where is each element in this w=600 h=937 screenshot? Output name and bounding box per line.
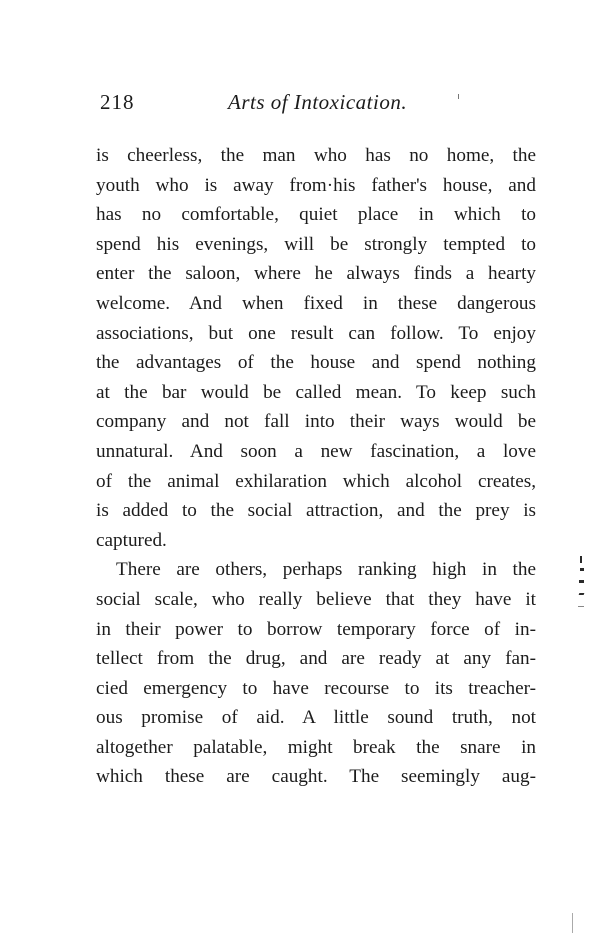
- text-line: associations, but one result can follow. To enjoy: [96, 322, 536, 344]
- text-line: has no comfortable, quiet place in which to: [96, 204, 536, 226]
- scan-mark: [458, 94, 459, 99]
- text-line: at the bar would be called mean. To keep such: [96, 381, 536, 403]
- scan-mark: [579, 593, 585, 595]
- text-line: ous promise of aid. A little sound truth, not: [96, 707, 536, 729]
- text-line: is cheerless, the man who has no home, the: [96, 145, 536, 166]
- text-line: which these are caught. The seemingly aug-: [96, 766, 536, 788]
- text-line: youth who is away from·his father's house, and: [96, 174, 536, 196]
- scan-mark: [580, 568, 584, 571]
- running-title: Arts of Intoxication.: [228, 90, 408, 114]
- text-line: of the animal exhilaration which alcohol creates,: [96, 470, 536, 492]
- text-line: unnatural. And soon a new fascination, a love: [96, 440, 536, 462]
- page-header: [100, 90, 540, 122]
- text-line: social scale, who really believe that they have it: [96, 588, 536, 610]
- text-line: welcome. And when fixed in these dangerous: [96, 292, 536, 314]
- text-line: cied emergency to have recourse to its treacher-: [96, 677, 536, 699]
- text-line: is added to the social attraction, and the prey is: [96, 500, 536, 522]
- text-line: altogether palatable, might break the snare in: [96, 736, 536, 758]
- scan-mark: [580, 556, 582, 563]
- text-line: in their power to borrow temporary force of in-: [96, 618, 536, 640]
- page-number: 218: [100, 90, 135, 114]
- scan-mark: [579, 580, 584, 583]
- scan-mark: [572, 913, 573, 933]
- text-line: captured.: [96, 529, 167, 551]
- scan-mark: [578, 606, 584, 607]
- body-text: [96, 141, 536, 792]
- text-line: spend his evenings, will be strongly tempted to: [96, 233, 536, 255]
- text-line: enter the saloon, where he always finds a hearty: [96, 263, 536, 285]
- text-line: company and not fall into their ways would be: [96, 411, 536, 433]
- text-line: tellect from the drug, and are ready at any fan-: [96, 648, 536, 670]
- paragraph-first-line: There are others, perhaps ranking high in the: [116, 559, 536, 581]
- text-line: the advantages of the house and spend nothing: [96, 352, 536, 374]
